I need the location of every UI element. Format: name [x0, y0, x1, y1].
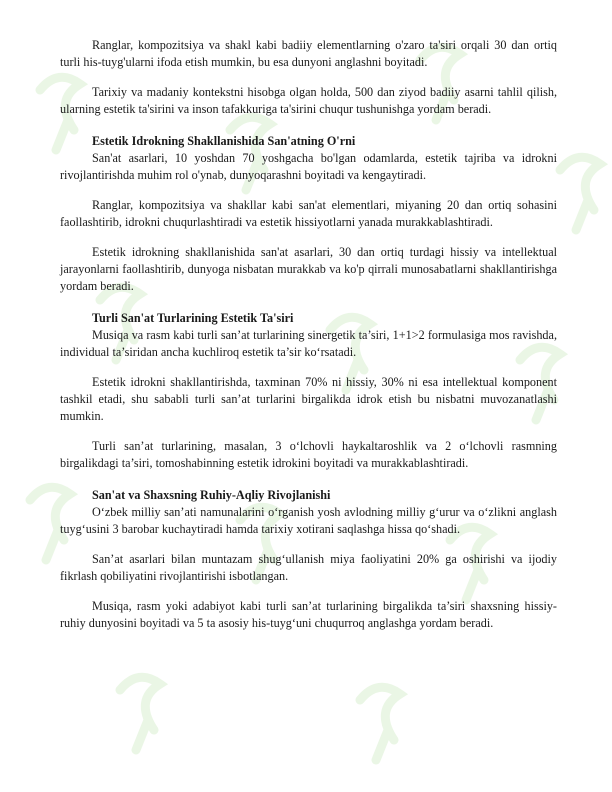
section-3-paragraph-1: O‘zbek milliy san’ati namunalarini o‘rganish yosh avlodning milliy g‘urur va o‘zlikni anglash tuyg‘usini 3 barobar kuchaytiradi hamda tarixiy xotirani saqlashga hissa qo‘shadi.	[60, 505, 557, 536]
section-3-paragraph-3: Musiqa, rasm yoki adabiyot kabi turli san’at turlarining birgalikda ta’siri shaxsning hissiy-ruhiy dunyosini boyitadi va 5 ta asosiy his-tuyg‘uni chuqurroq anglashga yordam beradi.	[60, 599, 557, 630]
intro-paragraph-2: Tarixiy va madaniy kontekstni hisobga olgan holda, 500 dan ziyod badiiy asarni tahlil qilish, ularning estetik ta'sirini va inson tafakkuriga ta'sirini chuqur tushunishga yordam beradi.	[60, 85, 557, 116]
section-3-paragraph-2: San’at asarlari bilan muntazam shug‘ullanish miya faoliyatini 20% ga oshirishi va ijodiy fikrlash qobiliyatini rivojlantirishi isbotlangan.	[60, 552, 557, 583]
section-heading-personal-development: San'at va Shaxsning Ruhiy-Aqliy Rivojlanishi	[92, 488, 331, 502]
intro-paragraph-1: Ranglar, kompozitsiya va shakl kabi badiiy elementlarning o'zaro ta'siri orqali 30 dan ortiq turli his-tuyg'ularni ifoda etish mumkin, bu esa dunyoni anglashni boyitadi.	[60, 38, 557, 69]
section-1-paragraph-1: San'at asarlari, 10 yoshdan 70 yoshgacha bo'lgan odamlarda, estetik tajriba va idrokni rivojlantirishda muhim rol o'ynab, dunyoqarashni boyitadi va kengaytiradi.	[60, 151, 557, 182]
section-2-paragraph-1: Musiqa va rasm kabi turli san’at turlarining sinergetik ta’siri, 1+1>2 formulasiga mos ravishda, individual ta’siridan ancha kuchliroq estetik ta’sir ko‘rsatadi.	[60, 328, 557, 359]
section-1-paragraph-2: Ranglar, kompozitsiya va shakllar kabi san'at elementlari, miyaning 20 dan ortiq sohasini faollashtirib, idrokni chuqurlashtiradi va estetik hissiyotlarni yanada murakkablashtiradi.	[60, 198, 557, 229]
section-1-paragraph-3: Estetik idrokning shakllanishida san'at asarlari, 30 dan ortiq turdagi hissiy va intellektual jarayonlarni faollashtirib, dunyoga nisbatan murakkab va ko'p qirrali munosabatlarni shakllantirishga yordam beradi.	[60, 245, 557, 293]
section-2-paragraph-2: Estetik idrokni shakllantirishda, taxminan 70% ni hissiy, 30% ni esa intellektual komponent tashkil etadi, shu sababli turli san’at turlarini birgalikda idrok etish bu nisbatni muvozanatlashi mumkin.	[60, 375, 557, 423]
section-heading-aesthetic-perception: Estetik Idrokning Shakllanishida San'atning O'rni	[92, 134, 356, 148]
document-body	[60, 37, 557, 645]
section-2-paragraph-3: Turli san’at turlarining, masalan, 3 o‘lchovli haykaltaroshlik va 2 o‘lchovli rasmning birgalikdagi ta’siri, tomoshabinning estetik idrokini boyitadi va murakkablashtiradi.	[60, 439, 557, 470]
section-heading-art-types: Turli San'at Turlarining Estetik Ta'siri	[92, 311, 294, 325]
